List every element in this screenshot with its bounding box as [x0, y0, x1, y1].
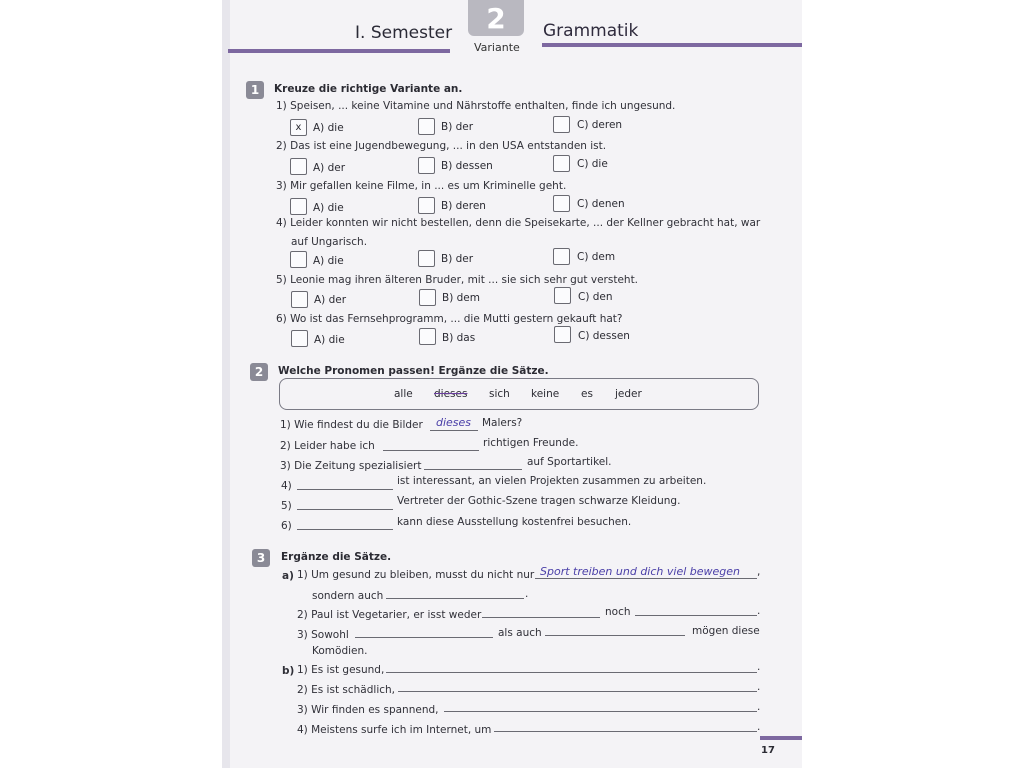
task-a2-text: 2) Paul ist Vegetarier, er isst weder	[297, 609, 482, 621]
task-b2-text: 2) Es ist schädlich,	[297, 684, 395, 696]
punctuation-dot: .	[757, 605, 761, 617]
question-2-text: 2) Das ist eine Jugendbewegung, ... in den USA entstanden ist.	[276, 140, 607, 152]
question-1-text: 1) Speisen, ... keine Vitamine und Nährstoffe enthalten, finde ich ungesund.	[276, 100, 676, 112]
q5-option-a-checkbox[interactable]	[291, 291, 308, 308]
q6-option-b-label: B) das	[442, 332, 476, 344]
fill-sentence-1-end: Malers?	[482, 417, 523, 429]
q3-option-c-checkbox[interactable]	[553, 195, 570, 212]
fill-sentence-5-start: 5)	[281, 500, 292, 512]
semester-heading: I. Semester	[355, 23, 453, 43]
q4-option-a-label: A) die	[313, 255, 344, 267]
q3-option-b-label: B) deren	[441, 200, 486, 212]
exercise-3-title: Ergänze die Sätze.	[281, 551, 392, 563]
q1-option-a-checkbox[interactable]: x	[290, 119, 307, 136]
answer-line[interactable]	[355, 637, 493, 638]
handwritten-answer: dieses	[436, 416, 472, 429]
q5-option-b-checkbox[interactable]	[419, 289, 436, 306]
punctuation-dot: .	[757, 681, 761, 693]
task-a3-text: 3) Sowohl	[297, 629, 349, 641]
answer-line[interactable]	[398, 691, 757, 692]
task-b4-text: 4) Meistens surfe ich im Internet, um	[297, 724, 492, 736]
q3-option-a-checkbox[interactable]	[290, 198, 307, 215]
word-bank-item: jeder	[615, 388, 642, 400]
punctuation-dot: .	[525, 588, 529, 600]
punctuation-dot: .	[757, 721, 761, 733]
q6-option-c-label: C) dessen	[578, 330, 630, 342]
q5-option-a-label: A) der	[314, 294, 347, 306]
answer-line[interactable]	[383, 450, 479, 451]
word-bank-item: keine	[531, 388, 560, 400]
q5-option-b-label: B) dem	[442, 292, 480, 304]
q2-option-c-checkbox[interactable]	[553, 155, 570, 172]
answer-line[interactable]	[297, 529, 393, 530]
punctuation-comma: ,	[757, 566, 761, 578]
handwritten-answer: Sport treiben und dich viel bewegen	[540, 565, 741, 578]
q6-option-a-label: A) die	[314, 334, 345, 346]
answer-line[interactable]	[635, 615, 757, 616]
q5-option-c-label: C) den	[578, 291, 613, 303]
q4-option-b-checkbox[interactable]	[418, 250, 435, 267]
q4-option-c-label: C) dem	[577, 251, 616, 263]
question-4-text-cont: auf Ungarisch.	[291, 236, 368, 248]
punctuation-dot: .	[757, 701, 761, 713]
task-a1-text: 1) Um gesund zu bleiben, musst du nicht nur	[297, 569, 535, 581]
task-a3-line2: Komödien.	[312, 645, 368, 657]
q1-option-a-label: A) die	[313, 122, 344, 134]
fill-sentence-6-end: kann diese Ausstellung kostenfrei besuchen.	[397, 516, 632, 528]
exercise-2-number: 2	[250, 363, 268, 381]
page-number: 17	[761, 745, 775, 756]
answer-line[interactable]	[424, 469, 522, 470]
q2-option-b-label: B) dessen	[441, 160, 493, 172]
q1-option-c-label: C) deren	[577, 119, 623, 131]
task-b1-text: 1) Es ist gesund,	[297, 664, 385, 676]
answer-line[interactable]	[482, 617, 600, 618]
fill-sentence-2-start: 2) Leider habe ich	[280, 440, 375, 452]
punctuation-dot: .	[757, 661, 761, 673]
question-4-text: 4) Leider konnten wir nicht bestellen, denn die Speisekarte, ... der Kellner gebracht hat, war	[276, 217, 761, 229]
q3-option-a-label: A) die	[313, 202, 344, 214]
answer-line[interactable]	[444, 711, 757, 712]
fill-sentence-3-end: auf Sportartikel.	[527, 456, 612, 468]
fill-sentence-4-end: ist interessant, an vielen Projekten zusammen zu arbeiten.	[397, 475, 707, 487]
task-a2-mid: noch	[605, 606, 631, 618]
q1-option-c-checkbox[interactable]	[553, 116, 570, 133]
page-gutter	[222, 0, 230, 768]
word-bank-item: es	[581, 388, 593, 400]
question-5-text: 5) Leonie mag ihren älteren Bruder, mit ... sie sich sehr gut versteht.	[276, 274, 639, 286]
answer-line[interactable]	[535, 578, 757, 579]
fill-sentence-1-start: 1) Wie findest du die Bilder	[280, 419, 423, 431]
exercise-1-title: Kreuze die richtige Variante an.	[274, 83, 463, 95]
header-rule-right	[542, 43, 802, 47]
q5-option-c-checkbox[interactable]	[554, 287, 571, 304]
fill-sentence-4-start: 4)	[281, 480, 292, 492]
q2-option-a-label: A) der	[313, 162, 346, 174]
q1-option-b-checkbox[interactable]	[418, 118, 435, 135]
part-a-label: a)	[282, 570, 294, 582]
answer-line[interactable]	[494, 731, 757, 732]
q4-option-c-checkbox[interactable]	[553, 248, 570, 265]
variant-label: Variante	[474, 41, 520, 54]
answer-line[interactable]	[545, 635, 685, 636]
q6-option-b-checkbox[interactable]	[419, 328, 436, 345]
header-rule-left	[228, 49, 450, 53]
word-bank-item-used: dieses	[434, 388, 468, 400]
task-a1-line2: sondern auch	[312, 590, 384, 602]
question-6-text: 6) Wo ist das Fernsehprogramm, ... die Mutti gestern gekauft hat?	[276, 313, 623, 325]
part-b-label: b)	[282, 665, 295, 677]
section-heading: Grammatik	[543, 21, 639, 41]
question-3-text: 3) Mir gefallen keine Filme, in ... es um Kriminelle geht.	[276, 180, 567, 192]
word-bank-item: sich	[489, 388, 510, 400]
answer-line[interactable]	[297, 509, 393, 510]
word-bank-item: alle	[394, 388, 413, 400]
q2-option-b-checkbox[interactable]	[418, 157, 435, 174]
q2-option-a-checkbox[interactable]	[290, 158, 307, 175]
exercise-3-number: 3	[252, 549, 270, 567]
fill-sentence-6-start: 6)	[281, 520, 292, 532]
exercise-2-title: Welche Pronomen passen! Ergänze die Sätze.	[278, 365, 549, 377]
fill-sentence-3-start: 3) Die Zeitung spezialisiert	[280, 460, 422, 472]
q6-option-a-checkbox[interactable]	[291, 330, 308, 347]
fill-sentence-5-end: Vertreter der Gothic-Szene tragen schwarze Kleidung.	[397, 495, 681, 507]
word-bank-box	[279, 378, 759, 410]
answer-line[interactable]	[430, 430, 478, 431]
variant-badge: 2	[468, 0, 524, 36]
footer-rule	[760, 736, 802, 740]
exercise-1-number: 1	[246, 81, 264, 99]
answer-line[interactable]	[297, 489, 393, 490]
q3-option-c-label: C) denen	[577, 198, 625, 210]
task-a3-mid: als auch	[498, 627, 542, 639]
q4-option-b-label: B) der	[441, 253, 474, 265]
q4-option-a-checkbox[interactable]	[290, 251, 307, 268]
answer-line[interactable]	[386, 598, 524, 599]
q6-option-c-checkbox[interactable]	[554, 326, 571, 343]
q1-option-b-label: B) der	[441, 121, 474, 133]
fill-sentence-2-end: richtigen Freunde.	[483, 437, 579, 449]
task-b3-text: 3) Wir finden es spannend,	[297, 704, 439, 716]
task-a3-end: mögen diese	[692, 625, 760, 637]
q2-option-c-label: C) die	[577, 158, 608, 170]
answer-line[interactable]	[386, 672, 757, 673]
q3-option-b-checkbox[interactable]	[418, 197, 435, 214]
